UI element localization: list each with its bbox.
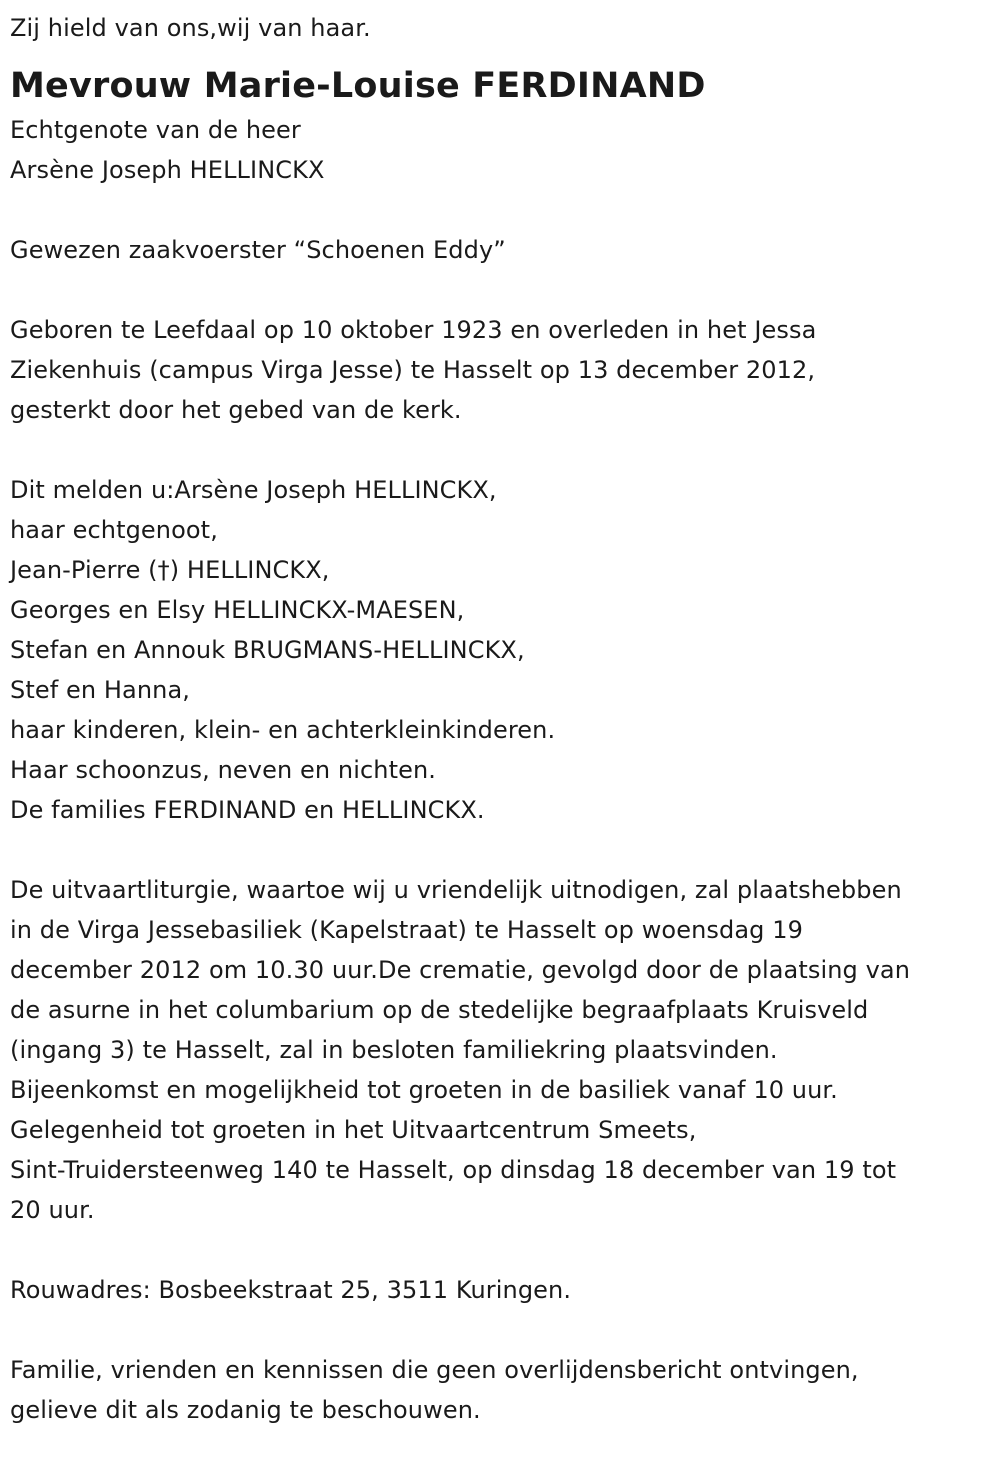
family-line: haar echtgenoot, [10, 516, 218, 544]
closing-line: Familie, vrienden en kennissen die geen overlijdensbericht ontvingen, [10, 1356, 859, 1384]
family-line: Jean-Pierre (†) HELLINCKX, [10, 556, 330, 584]
spacer [10, 430, 995, 470]
spouse-line: Echtgenote van de heer [10, 116, 301, 144]
birth-death-line: gesterkt door het gebed van de kerk. [10, 396, 462, 424]
family-line: Dit melden u:Arsène Joseph HELLINCKX, [10, 476, 497, 504]
birth-death-section [10, 310, 995, 430]
spacer [10, 1310, 995, 1350]
occupation: Gewezen zaakvoerster “Schoenen Eddy” [10, 236, 506, 264]
spacer [10, 1230, 995, 1270]
spouse-line: Arsène Joseph HELLINCKX [10, 156, 325, 184]
funeral-line: (ingang 3) te Hasselt, zal in besloten familiekring plaatsvinden. [10, 1036, 778, 1064]
spacer [10, 270, 995, 310]
family-line: Stef en Hanna, [10, 676, 191, 704]
spacer [10, 190, 995, 230]
closing-section [10, 1350, 995, 1430]
family-line: Stefan en Annouk BRUGMANS-HELLINCKX, [10, 636, 525, 664]
family-line: haar kinderen, klein- en achterkleinkinderen. [10, 716, 556, 744]
opening-quote: Zij hield van ons,wij van haar. [10, 14, 371, 42]
funeral-line: Gelegenheid tot groeten in het Uitvaartcentrum Smeets, [10, 1116, 697, 1144]
birth-death-line: Geboren te Leefdaal op 10 oktober 1923 en overleden in het Jessa [10, 316, 817, 344]
funeral-line: december 2012 om 10.30 uur.De crematie, gevolgd door de plaatsing van [10, 956, 911, 984]
funeral-line: 20 uur. [10, 1196, 95, 1224]
spacer [10, 830, 995, 870]
family-line: Georges en Elsy HELLINCKX-MAESEN, [10, 596, 465, 624]
funeral-line: in de Virga Jessebasiliek (Kapelstraat) te Hasselt op woensdag 19 [10, 916, 803, 944]
obituary-document [10, 8, 995, 1430]
family-line: De families FERDINAND en HELLINCKX. [10, 796, 485, 824]
mourning-address: Rouwadres: Bosbeekstraat 25, 3511 Kuringen. [10, 1276, 572, 1304]
funeral-line: De uitvaartliturgie, waartoe wij u vriendelijk uitnodigen, zal plaatshebben [10, 876, 902, 904]
funeral-line: Sint-Truidersteenweg 140 te Hasselt, op dinsdag 18 december van 19 tot [10, 1156, 897, 1184]
funeral-line: Bijeenkomst en mogelijkheid tot groeten in de basiliek vanaf 10 uur. [10, 1076, 838, 1104]
family-line: Haar schoonzus, neven en nichten. [10, 756, 437, 784]
funeral-section [10, 870, 995, 1230]
family-section [10, 470, 995, 830]
spouse-section [10, 110, 995, 190]
funeral-line: de asurne in het columbarium op de stedelijke begraafplaats Kruisveld [10, 996, 869, 1024]
deceased-name: Mevrouw Marie-Louise FERDINAND [10, 66, 706, 106]
birth-death-line: Ziekenhuis (campus Virga Jesse) te Hasselt op 13 december 2012, [10, 356, 816, 384]
closing-line: gelieve dit als zodanig te beschouwen. [10, 1396, 481, 1424]
